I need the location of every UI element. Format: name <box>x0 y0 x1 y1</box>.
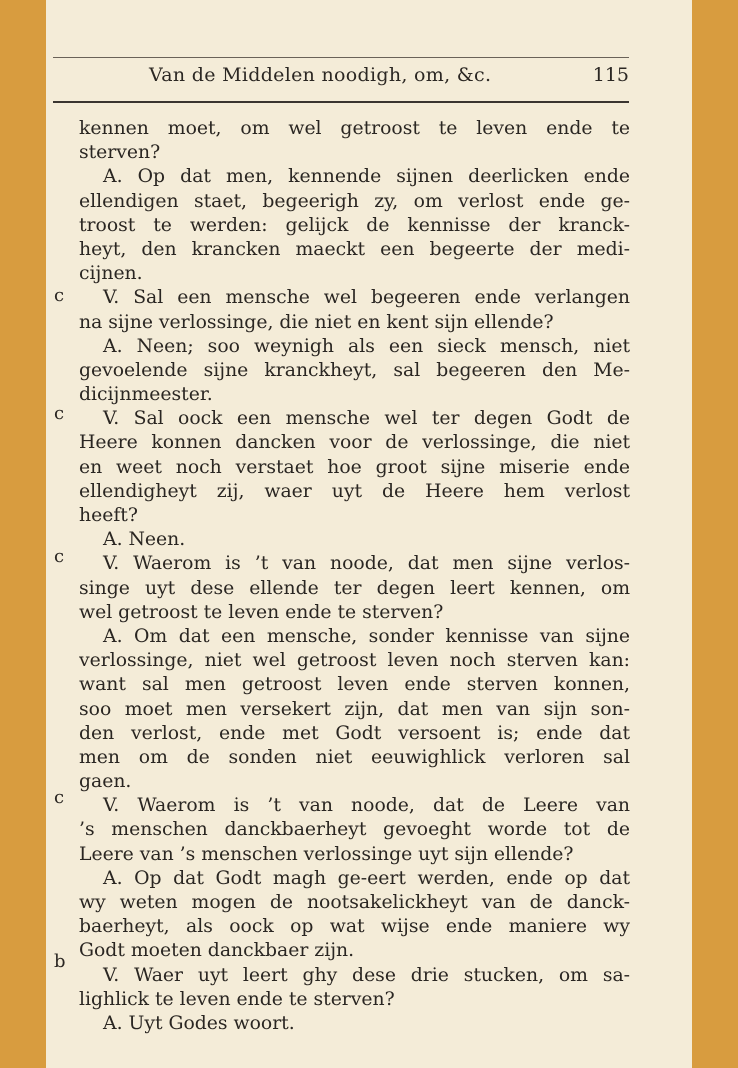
body-text <box>79 117 630 1036</box>
margin-mark: c <box>54 403 65 424</box>
text-line: A. Neen; soo weynigh als een sieck mensch, niet <box>103 335 630 357</box>
text-line: ellendigheyt zij, waer uyt de Heere hem verlost <box>79 480 630 502</box>
text-line: A. Neen. <box>103 529 186 551</box>
text-line: ’s menschen danckbaerheyt gevoeght worde tot de <box>79 819 630 841</box>
text-line: den verlost, ende met Godt versoent is; ende dat <box>79 722 630 744</box>
paragraph <box>79 165 630 286</box>
text-line: V. Waer uyt leert ghy dese drie stucken, om sa- <box>103 964 630 986</box>
text-line: A. Om dat een mensche, sonder kennisse van sijne <box>103 625 630 647</box>
text-line: V. Waerom is ’t van noode, dat de Leere van <box>103 795 630 817</box>
text-line: gaen. <box>79 771 132 793</box>
text-line: wel getroost te leven ende te sterven? <box>79 601 444 623</box>
text-line: lighlick te leven ende te sterven? <box>79 988 395 1010</box>
text-line: heyt, den krancken maeckt een begeerte der medi- <box>79 238 630 260</box>
text-line: na sijne verlossinge, die niet en kent sijn ellende? <box>79 311 554 333</box>
text-line: singe uyt dese ellende ter degen leert kennen, om <box>79 577 630 599</box>
paragraph <box>79 867 630 964</box>
text-line: heeft? <box>79 505 138 526</box>
text-line: A. Op dat Godt magh ge-eert werden, ende op dat <box>103 867 630 889</box>
text-line: V. Sal oock een mensche wel ter degen Godt de <box>103 408 630 430</box>
margin-mark: c <box>54 546 65 567</box>
running-head: Van de Middelen noodigh, om, &c. <box>149 64 492 86</box>
page-header <box>53 64 629 94</box>
paragraph <box>79 625 630 794</box>
text-line: A. Uyt Godes woort. <box>103 1012 295 1034</box>
header-rule-top <box>53 57 629 58</box>
header-rule-bottom <box>53 101 629 103</box>
text-line: verlossinge, niet wel getroost leven noch sterven kan: <box>79 650 630 672</box>
paragraph <box>79 286 630 334</box>
text-line: want sal men getroost leven ende sterven konnen, <box>79 674 630 696</box>
text-line: en weet noch verstaet hoe groot sijne miserie ende <box>79 456 630 478</box>
paragraph <box>79 407 630 528</box>
text-line: Godt moeten danckbaer zijn. <box>79 940 355 962</box>
margin-mark: c <box>54 285 65 306</box>
text-line: dicijnmeester. <box>79 384 213 406</box>
text-line: troost te werden: gelijck de kennisse der kranck- <box>79 214 630 236</box>
text-line: V. Waerom is ’t van noode, dat men sijne verlos- <box>103 553 630 575</box>
text-line: gevoelende sijne kranckheyt, sal begeeren den Me- <box>79 359 630 381</box>
paragraph <box>79 794 630 867</box>
text-line: A. Op dat men, kennende sijnen deerlicken ende <box>103 166 630 188</box>
page-number: 115 <box>592 64 629 86</box>
paragraph <box>79 528 630 552</box>
paragraph <box>79 117 630 165</box>
text-line: wy weten mogen de nootsakelickheyt van de danck- <box>79 892 630 913</box>
paragraph <box>79 964 630 1012</box>
margin-mark: c <box>54 787 65 808</box>
text-line: soo moet men versekert zijn, dat men van sijn son- <box>79 698 630 720</box>
text-line: Heere konnen dancken voor de verlossinge, die niet <box>79 432 630 454</box>
text-line: baerheyt, als oock op wat wijse ende maniere wy <box>79 916 630 938</box>
text-line: kennen moet, om wel getroost te leven ende te <box>79 118 630 139</box>
paragraph <box>79 335 630 408</box>
text-line: Leere van ’s menschen verlossinge uyt sijn ellende? <box>79 843 574 865</box>
text-line: cijnen. <box>79 263 143 285</box>
text-line: men om de sonden niet eeuwighlick verloren sal <box>79 746 630 768</box>
paragraph <box>79 1012 630 1036</box>
text-line: sterven? <box>79 142 161 164</box>
margin-mark: b <box>54 951 66 972</box>
paragraph <box>79 552 630 625</box>
text-line: V. Sal een mensche wel begeeren ende verlangen <box>103 287 630 309</box>
text-line: ellendigen staet, begeerigh zy, om verlost ende ge- <box>79 190 630 212</box>
